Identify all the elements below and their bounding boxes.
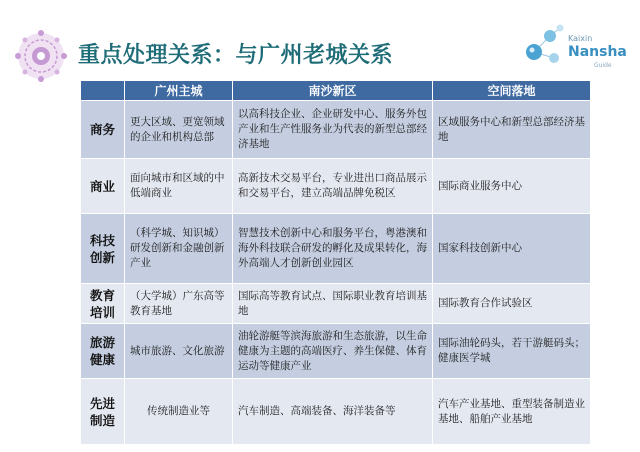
cell-nansha: 汽车制造、高端装备、海洋装备等 [233, 379, 433, 445]
row-label: 先进 制造 [81, 379, 125, 445]
row-label: 商务 [81, 101, 125, 159]
nansha-logo [520, 22, 627, 72]
cell-nansha: 以高科技企业、企业研发中心、服务外包产业和生产性服务业为代表的新型总部经济基地 [233, 101, 433, 159]
header-guangzhou: 广州主城 [125, 81, 233, 101]
header-corner [81, 81, 125, 101]
header-space: 空间落地 [433, 81, 591, 101]
cell-nansha: 智慧技术创新中心和服务平台，粤港澳和海外科技联合研发的孵化及成果转化，海外高端人才创新创业园区 [233, 214, 433, 284]
row-label: 商业 [81, 159, 125, 214]
cell-guangzhou: 更大区域、更宽领域的企业和机构总部 [125, 101, 233, 159]
table-row [81, 379, 591, 445]
table-row [81, 214, 591, 284]
table-header-row [81, 81, 591, 101]
table-row [81, 324, 591, 379]
row-label: 科技 创新 [81, 214, 125, 284]
cell-space: 区域服务中心和新型总部经济基地 [433, 101, 591, 159]
cell-space: 汽车产业基地、重型装备制造业基地、船舶产业基地 [433, 379, 591, 445]
row-label: 旅游 健康 [81, 324, 125, 379]
logo-line-3: Guide [594, 62, 612, 69]
cell-space: 国际商业服务中心 [433, 159, 591, 214]
cell-guangzhou: （大学城）广东高等教育基地 [125, 284, 233, 324]
table-row [81, 101, 591, 159]
molecule-icon [10, 25, 72, 87]
cell-guangzhou: （科学城、知识城）研发创新和金融创新 产业 [125, 214, 233, 284]
cell-nansha: 油轮游艇等滨海旅游和生态旅游，以生命健康为主题的高端医疗、养生保健、体育运动等健康产业 [233, 324, 433, 379]
cell-space: 国际教育合作试验区 [433, 284, 591, 324]
cell-nansha: 高新技术交易平台，专业进出口商品展示和交易平台，建立高端品牌免税区 [233, 159, 433, 214]
cell-guangzhou: 城市旅游、文化旅游 [125, 324, 233, 379]
header-nansha: 南沙新区 [233, 81, 433, 101]
cell-space: 国际油轮码头，若干游艇码头；健康医学城 [433, 324, 591, 379]
page-title: 重点处理关系：与广州老城关系 [78, 43, 394, 68]
cell-guangzhou: 面向城市和区域的中低端商业 [125, 159, 233, 214]
cell-space: 国家科技创新中心 [433, 214, 591, 284]
row-label: 教育 培训 [81, 284, 125, 324]
logo-line-2: Nansha [568, 44, 627, 60]
table-row [81, 159, 591, 214]
cell-nansha: 国际高等教育试点、国际职业教育培训基地 [233, 284, 433, 324]
cell-guangzhou: 传统制造业等 [125, 379, 233, 445]
relation-table [80, 80, 591, 445]
table-row [81, 284, 591, 324]
logo-line-1: Kaixin [568, 34, 593, 43]
molecule-logo-icon [520, 22, 568, 72]
